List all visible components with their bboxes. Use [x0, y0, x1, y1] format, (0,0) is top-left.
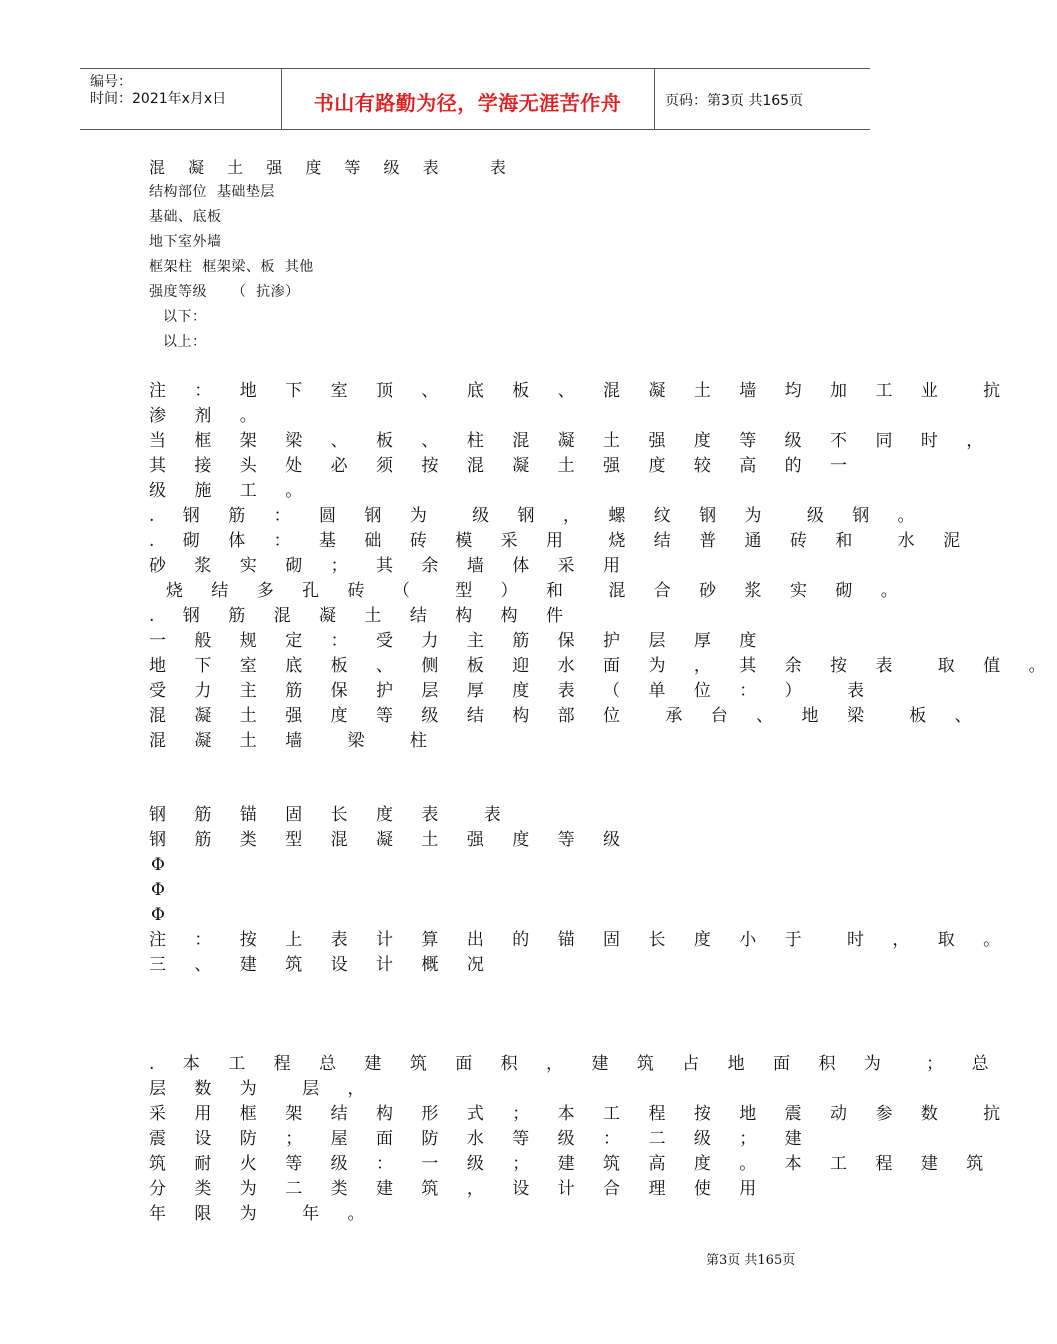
body-line: 钢 筋 类 型 混 凝 土 强 度 等 级 [149, 830, 632, 850]
table-text-line: 框架柱 框架梁、板 其他 [149, 259, 314, 275]
table-text-line: 基础、底板 [149, 209, 222, 225]
body-line: 烧 结 多 孔 砖 （ 型 ） 和 混 合 砂 浆 实 砌 。 [149, 581, 910, 601]
body-line: 受 力 主 筋 保 护 层 厚 度 表 （ 单 位 ： ） 表 [149, 681, 876, 701]
body-line: 钢 筋 锚 固 长 度 表 表 [149, 805, 513, 825]
page-footer: 第3页 共165页 [706, 1253, 796, 1268]
body-line: 年 限 为 年 。 [149, 1204, 377, 1224]
motto: 书山有路勤为径，学海无涯苦作舟 [313, 91, 622, 115]
body-line: 分 类 为 二 类 建 筑 ， 设 计 合 理 使 用 [149, 1179, 768, 1199]
body-line: 注 ： 按 上 表 计 算 出 的 锚 固 长 度 小 于 时 ， 取 。 [149, 930, 1012, 950]
phi-symbol: Φ [151, 905, 177, 925]
body-line: . 钢 筋 混 凝 土 结 构 构 件 [149, 606, 575, 626]
body-line: . 砌 体 ： 基 础 砖 模 采 用 烧 结 普 通 砖 和 水 泥 [149, 531, 972, 551]
body-line: 级 施 工 。 [149, 481, 314, 501]
body-line: 渗 剂 。 [149, 406, 269, 426]
page-indicator: 页码：第3页 共165页 [665, 93, 804, 109]
table-text-line: 强度等级 （ 抗渗） [149, 284, 300, 300]
phi-symbol: Φ [151, 855, 177, 875]
body-line: 层 数 为 层 ， [149, 1079, 377, 1099]
body-line: 注 ： 地 下 室 顶 、 底 板 、 混 凝 土 墙 均 加 工 业 抗 [149, 381, 1012, 401]
body-line: 混 凝 土 墙 梁 柱 [149, 731, 439, 751]
table-text-line: 地下室外墙 [149, 234, 222, 250]
body-line: 采 用 框 架 结 构 形 式 ； 本 工 程 按 地 震 动 参 数 抗 [149, 1104, 1012, 1124]
body-line: . 钢 筋 ： 圆 钢 为 级 钢 ， 螺 纹 钢 为 级 钢 。 [149, 506, 927, 526]
body-line: 震 设 防 ； 屋 面 防 水 等 级 ： 二 级 ； 建 [149, 1129, 814, 1149]
body-line: 地 下 室 底 板 、 侧 板 迎 水 面 为 ， 其 余 按 表 取 值 。 [149, 656, 1057, 676]
code-label: 编号： [90, 74, 132, 90]
phi-symbol: Φ [151, 880, 177, 900]
body-line: 一 般 规 定 ： 受 力 主 筋 保 护 层 厚 度 [149, 631, 768, 651]
time-label: 时间：2021年x月x日 [90, 91, 227, 107]
body-line: 筑 耐 火 等 级 ： 一 级 ； 建 筑 高 度 。 本 工 程 建 筑 [149, 1154, 995, 1174]
table-text-line: 以上： [158, 334, 207, 350]
body-line: 当 框 架 梁 、 板 、 柱 混 凝 土 强 度 等 级 不 同 时 ， [149, 431, 995, 451]
table-text-line: 以下： [158, 309, 207, 325]
section-heading: 三 、 建 筑 设 计 概 况 [149, 955, 496, 975]
body-line: 混 凝 土 强 度 等 级 结 构 部 位 承 台 、 地 梁 板 、 [149, 706, 984, 726]
body-line: 砂 浆 实 砌 ； 其 余 墙 体 采 用 [149, 556, 632, 576]
body-line: . 本 工 程 总 建 筑 面 积 ， 建 筑 占 地 面 积 为 ； 总 [149, 1054, 1001, 1074]
table-title-concrete: 混 凝 土 强 度 等 级 表 表 [149, 158, 515, 177]
table-text-line: 结构部位 基础垫层 [149, 184, 275, 200]
body-line: 其 接 头 处 必 须 按 混 凝 土 强 度 较 高 的 一 [149, 456, 859, 476]
